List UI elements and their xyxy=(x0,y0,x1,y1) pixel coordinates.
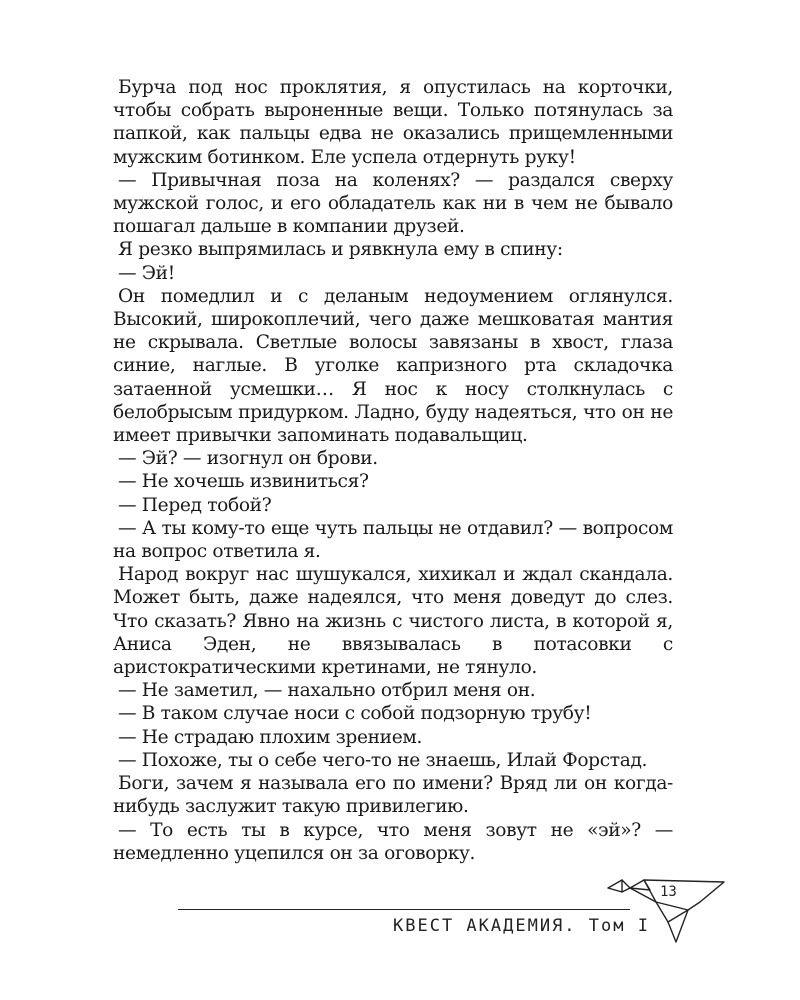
footer-rule xyxy=(178,909,630,910)
paragraph: — А ты кому-то еще чуть пальцы не отдавил? — вопросом на вопрос ответила я. xyxy=(113,517,673,563)
paragraph: — Не хочешь извиниться? xyxy=(118,471,369,493)
origami-bird-icon xyxy=(604,866,744,946)
running-title: КВЕСТ АКАДЕМИЯ. Том I xyxy=(393,916,650,936)
paragraph: Бурча под нос проклятия, я опустилась на корточки, чтобы собрать выроненные вещи. Только потянулась за папкой, как пальцы едва не оказались прищемленными мужским ботинком. Еле успела отдернуть руку! xyxy=(113,77,673,168)
paragraph: Народ вокруг нас шушукался, хихикал и ждал скандала. Может быть, даже надеялся, что меня доведут до слез. Что сказать? Явно на жизнь с чистого листа, в которой я, Аниса Эден, не ввязывалась в потасовки с аристократическими кретинами, не тянуло. xyxy=(113,564,673,679)
paragraph: — Эй! xyxy=(118,262,175,284)
paragraph: Я резко выпрямилась и рявкнула ему в спину: xyxy=(118,239,563,261)
page-body xyxy=(113,76,673,865)
paragraph: — Привычная поза на коленях? — раздался сверху мужской голос, и его обладатель как ни в чем не бывало пошагал дальше в компании друзей. xyxy=(113,169,673,238)
paragraph: — То есть ты в курсе, что меня зовут не «эй»? — немедленно уцепился он за оговорку. xyxy=(113,819,673,864)
paragraph: — Похоже, ты о себе чего-то не знаешь, Илай Форстад. xyxy=(118,749,648,771)
page-number: 13 xyxy=(660,884,677,900)
paragraph: Он помедлил и с деланым недоумением оглянулся. Высокий, широкоплечий, чего даже мешковатая мантия не скрывала. Светлые волосы завязаны в хвост, глаза синие, наглые. В уголке капризного рта складочка затаенной усмешки… Я нос к носу столкнулась с белобрысым придурком. Ладно, буду надеяться, что он не имеет привычки запоминать подавальщиц. xyxy=(113,285,673,447)
paragraph: — В таком случае носи с собой подзорную трубу! xyxy=(118,703,592,725)
paragraph: — Не заметил, — нахально отбрил меня он. xyxy=(118,680,536,702)
paragraph: Боги, зачем я называла его по имени? Вряд ли он когда-нибудь заслужит такую привилегию. xyxy=(113,773,673,818)
paragraph: — Перед тобой? xyxy=(118,494,272,516)
paragraph: — Не страдаю плохим зрением. xyxy=(118,726,423,748)
paragraph: — Эй? — изогнул он брови. xyxy=(118,448,378,470)
